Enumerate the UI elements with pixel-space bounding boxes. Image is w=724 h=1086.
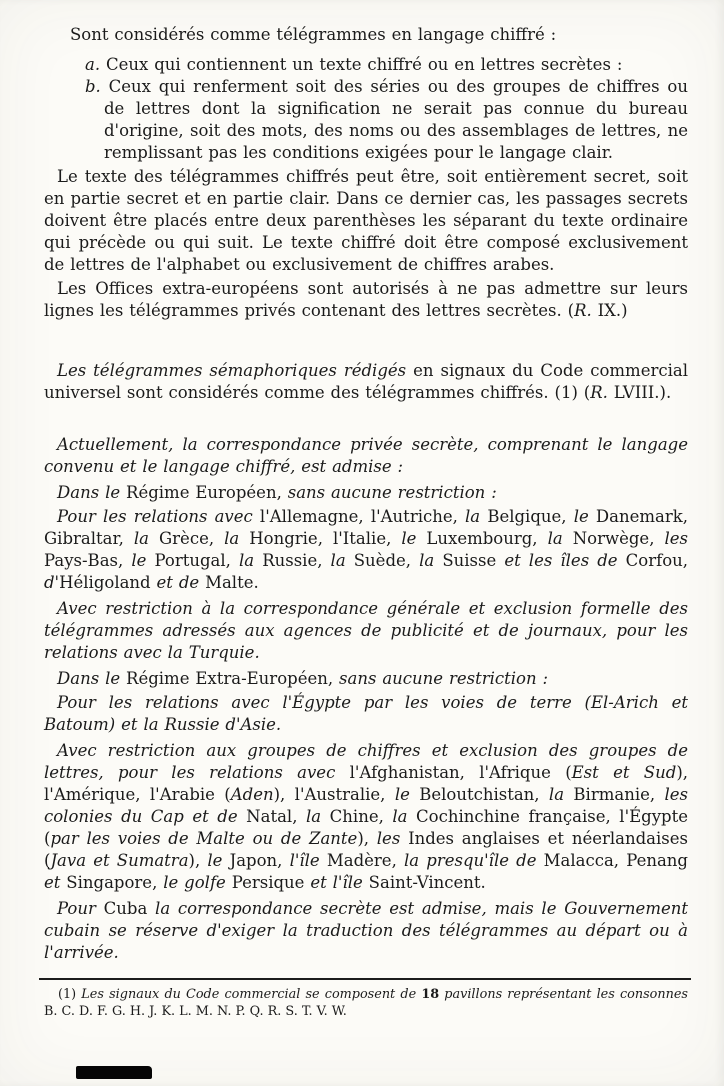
text-segment: Persique <box>225 873 311 892</box>
text-segment: l'Afghanistan, l'Afrique ( <box>335 763 572 782</box>
text-segment: a. <box>85 55 106 74</box>
text-segment: (1) <box>58 987 82 1002</box>
text-segment: la <box>306 807 322 826</box>
text-segment: la <box>465 507 481 526</box>
text-segment: la <box>548 785 565 804</box>
text-segment: Pays-Bas, <box>44 551 132 570</box>
text-segment: Héligoland <box>59 573 157 592</box>
text-segment: le <box>573 507 589 526</box>
text-segment: Le texte des télégrammes chiffrés peut être, soit entièrement secret, soit en partie secret et en partie clair. Dans ce dernier cas, les passages secrets doivent être placés entre deux parenthèses les séparant du texte ordinaire qui précède ou qui suit. Le texte chiffré doit être composé exclusivement de lettres de l'alphabet ou exclusivement de chiffres arabes. <box>44 167 688 274</box>
text-segment: Danemark, Gibraltar, <box>44 507 688 548</box>
paragraph-egypte-russie <box>44 692 688 736</box>
text-segment: la <box>419 551 435 570</box>
ink-blot-artifact <box>76 1066 152 1079</box>
list-item-a <box>85 54 688 76</box>
text-segment: sans aucune restriction : <box>339 669 549 688</box>
text-segment: Pour <box>57 899 104 918</box>
text-segment: Avec restriction à la correspondance générale et exclusion formelle des télégrammes adressés aux agences de publicité et de journaux, pour les relations avec la Turquie. <box>44 599 688 662</box>
text-segment: Norwège, <box>562 529 665 548</box>
text-segment: Sont considérés comme télégrammes en langage chiffré : <box>70 25 557 44</box>
text-segment: sans aucune restriction : <box>287 483 497 502</box>
text-segment: Ceux qui renferment soit des séries ou des groupes de chiffres ou de lettres dont la signification ne serait pas connue du bureau d'origine, soit des mots, des noms ou des assemblages de lettres, ne remplissant pas les conditions exigées pour le langage clair. <box>104 77 688 162</box>
footnote <box>44 986 688 1020</box>
text-segment: Russie, <box>254 551 331 570</box>
text-segment: Malacca, Penang <box>536 851 688 870</box>
text-segment: Les signaux du Code commercial se composent de <box>81 987 422 1002</box>
text-segment: Corfou, <box>617 551 689 570</box>
text-segment: Suisse <box>434 551 505 570</box>
text-segment: Aden <box>230 785 274 804</box>
text-segment: Grèce, <box>148 529 225 548</box>
paragraph-european-countries <box>44 506 688 594</box>
text-segment: Régime Européen <box>126 483 277 502</box>
text-segment: pavillons représentant les consonnes <box>439 987 688 1002</box>
text-segment: Portugal, <box>146 551 239 570</box>
paragraph-semaphore <box>44 360 688 404</box>
text-segment: LVIII.). <box>607 383 672 402</box>
text-segment: Japon, <box>222 851 290 870</box>
paragraph-turquie-restriction <box>44 598 688 664</box>
text-segment: Pour les relations avec l'Égypte par les voies de terre (El-Arich et Batoum) et la Russie d'Asie. <box>44 693 688 734</box>
text-segment: ), <box>188 851 208 870</box>
text-segment: ), <box>357 829 377 848</box>
text-segment: le golfe <box>163 873 226 892</box>
text-segment: , <box>327 669 340 688</box>
text-segment: Madère, <box>319 851 404 870</box>
text-segment: et les îles de <box>504 551 618 570</box>
paragraph-extra-european-countries <box>44 740 688 894</box>
text-segment: les <box>376 829 401 848</box>
text-segment: Saint-Vincent. <box>362 873 486 892</box>
text-segment: les colonies du Cap et de <box>44 785 688 826</box>
text-segment: Hongrie, l'Italie, <box>239 529 402 548</box>
text-segment: l'île <box>289 851 320 870</box>
text-segment: Les Offices extra-européens sont autorisés à ne pas admettre sur leurs lignes les télégrammes privés contenant des lettres secrètes. ( <box>44 279 688 320</box>
text-segment: Chine, <box>321 807 393 826</box>
text-segment: Natal, <box>237 807 306 826</box>
text-segment: le <box>401 529 417 548</box>
text-segment: Est et Sud <box>571 763 677 782</box>
text-segment: Beloutchistan, <box>409 785 549 804</box>
text-segment: Belgique, <box>480 507 574 526</box>
paragraph-regime-europeen <box>44 482 688 504</box>
text-segment: la <box>224 529 240 548</box>
text-segment: Les télégrammes sémaphoriques rédigés <box>57 361 407 380</box>
paragraph-actuellement <box>44 434 688 478</box>
text-segment: d' <box>44 573 60 592</box>
paragraph-cipher-text-rules <box>44 166 688 276</box>
text-segment: Dans le <box>57 483 127 502</box>
text-segment: l'Allemagne, l'Autriche, <box>252 507 466 526</box>
text-segment: la correspondance secrète est admise, mais le Gouvernement cubain se réserve d'exiger la traduction des télégrammes au départ ou à l'arrivée. <box>44 899 688 962</box>
text-segment: Actuellement, la correspondance privée secrète, comprenant le langage convenu et le langage chiffré, est admise : <box>44 435 688 476</box>
text-segment: Suède, <box>345 551 420 570</box>
text-segment: Avec restriction aux groupes de chiffres et exclusion des groupes de lettres, pour les relations avec <box>44 741 688 782</box>
text-segment: la <box>330 551 346 570</box>
text-segment: Régime Extra-Européen <box>126 669 328 688</box>
text-segment: le <box>207 851 223 870</box>
text-segment: ), l'Amérique, l'Arabie ( <box>44 763 688 804</box>
text-segment: la <box>133 529 149 548</box>
text-segment: Luxembourg, <box>416 529 548 548</box>
text-segment: le <box>394 785 410 804</box>
text-segment: et de <box>156 573 200 592</box>
text-segment: en signaux du Code commercial universel sont considérés comme des télégrammes chiffrés. (1) ( <box>44 361 688 402</box>
text-segment: et l'île <box>310 873 363 892</box>
text-segment: Ceux qui contiennent un texte chiffré ou en lettres secrètes : <box>106 55 623 74</box>
paragraph-cuba <box>44 898 688 964</box>
list-item-b <box>44 76 688 164</box>
text-segment: Cochinchine française, l'Égypte ( <box>44 807 689 848</box>
text-segment: , <box>276 483 288 502</box>
text-segment: b. <box>85 77 109 96</box>
text-segment: Birmanie, <box>564 785 665 804</box>
text-segment: Malte. <box>199 573 259 592</box>
text-segment: Singapore, <box>60 873 164 892</box>
paragraph-intro <box>44 24 688 46</box>
text-segment: la presqu'île de <box>403 851 537 870</box>
text-segment: les <box>664 529 688 548</box>
text-segment: R. <box>590 383 608 402</box>
text-segment: Pour les relations avec <box>57 507 253 526</box>
text-segment: et <box>44 873 61 892</box>
text-segment: Dans le <box>57 669 127 688</box>
text-segment: 18 <box>421 987 440 1002</box>
text-segment: IX.) <box>591 301 628 320</box>
text-segment: le <box>131 551 147 570</box>
text-segment: Cuba <box>103 899 148 918</box>
text-segment: par les voies de Malte ou de Zante <box>50 829 358 848</box>
text-segment: B. C. D. F. G. H. J. K. L. M. N. P. Q. R. S. T. V. W. <box>44 1004 347 1019</box>
text-segment: ), l'Australie, <box>273 785 395 804</box>
text-segment: la <box>238 551 255 570</box>
paragraph-extra-european-offices <box>44 278 688 322</box>
text-segment: Indes anglaises et néerlandaises ( <box>44 829 688 870</box>
footnote-rule <box>39 978 691 980</box>
text-segment: la <box>547 529 563 548</box>
text-segment: R. <box>574 301 592 320</box>
text-segment: la <box>392 807 408 826</box>
paragraph-regime-extra-europeen <box>44 668 688 690</box>
text-segment: Java et Sumatra <box>50 851 189 870</box>
